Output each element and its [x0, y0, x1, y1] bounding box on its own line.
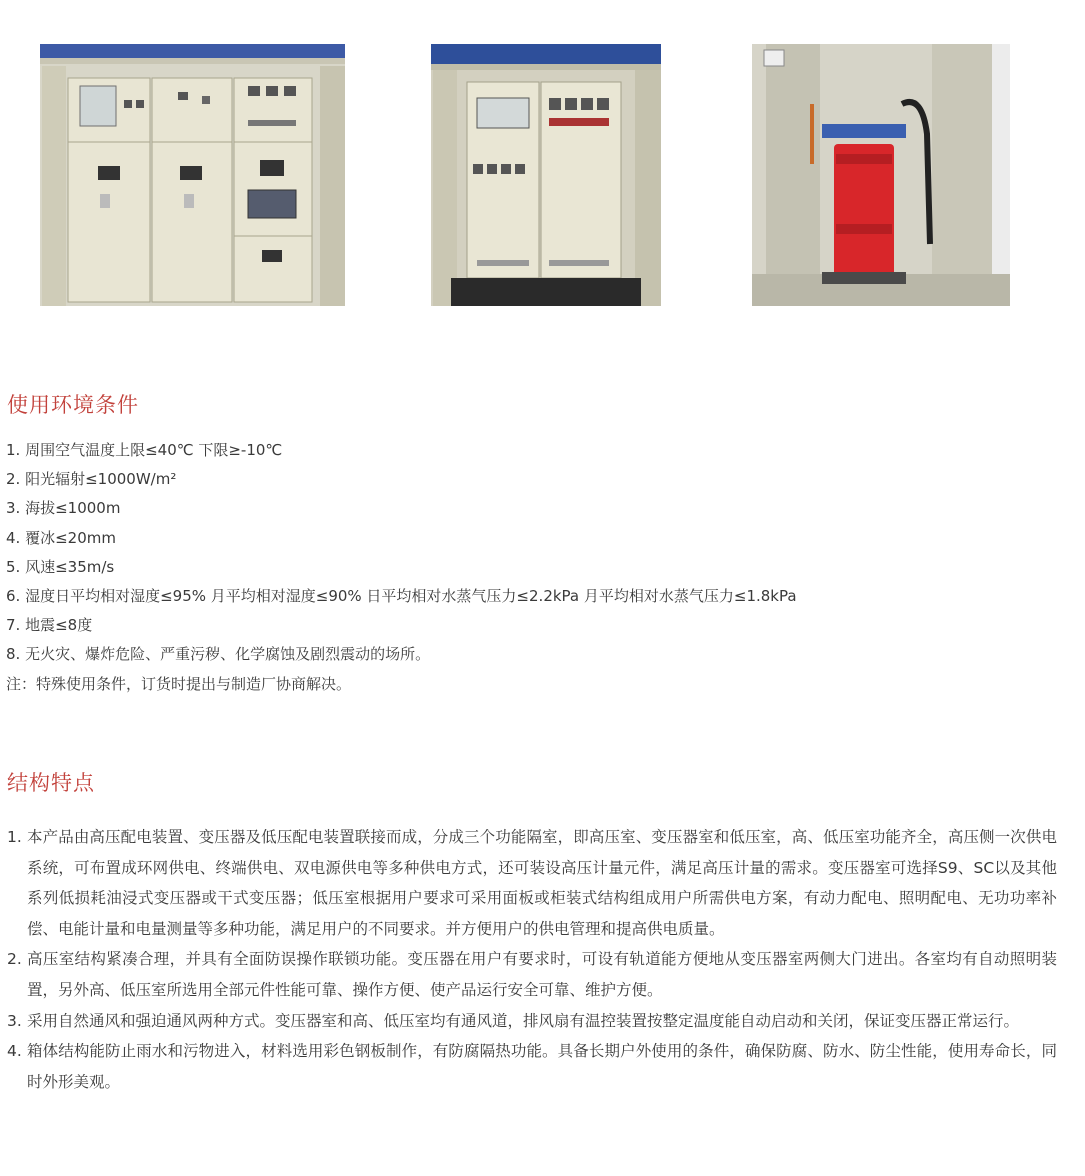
list-item	[7, 1036, 1057, 1097]
section-title-environment: 使用环境条件	[7, 393, 139, 417]
list-item: 6. 湿度日平均相对湿度≤95% 月平均相对湿度≤90% 日平均相对水蒸气压力≤2.2kPa 月平均相对水蒸气压力≤1.8kPa	[6, 586, 797, 605]
list-item: 8. 无火灾、爆炸危险、严重污秽、化学腐蚀及剧烈震动的场所。	[6, 645, 431, 664]
list-item: 5. 风速≤35m/s	[6, 557, 115, 576]
structure-features-list	[7, 822, 1057, 1097]
item-number: 1.	[7, 828, 22, 846]
photo-low-voltage-cabinet	[431, 44, 661, 306]
list-item: 3. 海拔≤1000m	[6, 499, 121, 518]
list-item: 1. 周围空气温度上限≤40℃ 下限≥-10℃	[6, 441, 283, 459]
item-number: 3.	[7, 1011, 22, 1030]
item-number: 4.	[7, 1042, 22, 1061]
environment-conditions-list	[6, 436, 1076, 699]
list-item: 2. 阳光辐射≤1000W/m²	[6, 470, 177, 489]
note-text: 注：特殊使用条件，订货时提出与制造厂协商解决。	[6, 674, 352, 693]
list-item	[7, 944, 1057, 1005]
list-item	[7, 1006, 1057, 1037]
list-item: 7. 地震≤8度	[6, 616, 93, 635]
item-text: 本产品由高压配电装置、变压器及低压配电装置联接而成，分成三个功能隔室，即高压室、变压器室和低压室，高、低压室功能齐全，高压侧一次供电系统，可布置成环网供电、终端供电、双电源供电等多种供电方式，还可装设高压计量元件，满足高压计量的需求。变压器室可选择S9、SC以及其他系列低损耗油浸式变压器或干式变压器；低压室根据用户要求可采用面板或柜装式结构组成用户所需供电方案，有动力配电、照明配电、无功功率补偿、电能计量和电量测量等多种功能，满足用户的不同要求。并方便用户的供电管理和提高供电质量。	[27, 828, 1057, 938]
item-number: 2.	[7, 950, 22, 969]
section-title-structure: 结构特点	[7, 771, 95, 795]
list-item	[7, 822, 1057, 944]
item-text: 箱体结构能防止雨水和污物进入，材料选用彩色钢板制作，有防腐隔热功能。具备长期户外使用的条件，确保防腐、防水、防尘性能，使用寿命长，同时外形美观。	[27, 1042, 1057, 1091]
photo-high-voltage-cabinet	[40, 44, 345, 306]
item-text: 采用自然通风和强迫通风两种方式。变压器室和高、低压室均有通风道，排风扇有温控装置按整定温度能自动启动和关闭，保证变压器正常运行。	[27, 1011, 1020, 1030]
item-text: 高压室结构紧凑合理，并具有全面防误操作联锁功能。变压器在用户有要求时，可设有轨道能方便地从变压器室两侧大门进出。各室均有自动照明装置，另外高、低压室所选用全部元件性能可靠、操作方便、使产品运行安全可靠、维护方便。	[27, 950, 1057, 999]
list-item: 4. 覆冰≤20mm	[6, 528, 116, 547]
photo-transformer-room	[752, 44, 1010, 306]
